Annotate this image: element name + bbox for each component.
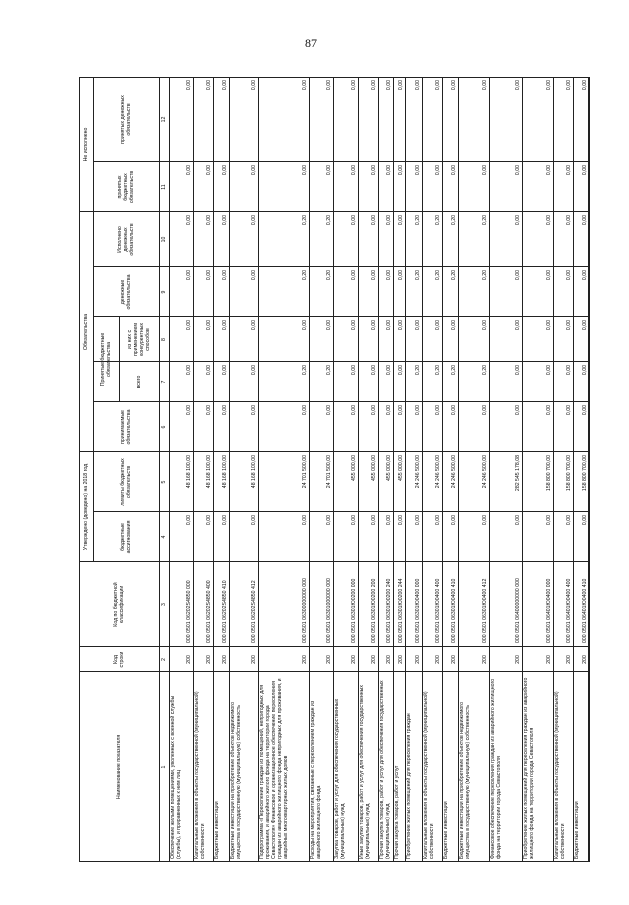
row-value: 0,00	[350, 320, 357, 331]
row-value: 0,00	[482, 80, 488, 91]
row-value: 0,00	[206, 365, 213, 376]
row-budget-code: 000 0501 06301Ю0200 244	[397, 578, 404, 643]
row-value: 0,00	[546, 320, 553, 331]
row-value: 0,00	[582, 270, 588, 281]
row-value: 455 000,00	[397, 455, 404, 481]
row-value: 0,00	[515, 270, 522, 281]
row-value: 24 701 500,00	[302, 455, 308, 489]
grid-line	[93, 266, 589, 267]
row-value: 0,00	[186, 405, 193, 416]
row-line-code: 200	[515, 655, 522, 664]
row-value: 0,00	[582, 165, 588, 176]
row-value: 0,00	[370, 515, 377, 526]
row-value: 282 545 178,08	[515, 455, 522, 492]
grid-line	[79, 211, 589, 212]
row-value: 0,00	[222, 320, 228, 331]
row-value: 0,00	[546, 270, 553, 281]
header-competitive: из них с применением конкурентных способов	[127, 322, 151, 357]
column-number: 11	[161, 184, 167, 190]
grid-line	[93, 511, 589, 512]
row-value: 0,00	[582, 515, 588, 526]
row-name: Капитальные вложения в объекты государственной (муниципальной) собственности	[554, 691, 567, 859]
column-number: 7	[161, 380, 167, 384]
row-value: 0,00	[370, 405, 377, 416]
row-value: 0,00	[482, 320, 488, 331]
column-number: 2	[161, 658, 167, 661]
row-value: 0,00	[206, 80, 213, 91]
row-budget-code: 000 0501 06301Ю0400 412	[482, 578, 488, 643]
row-value: 0,20	[435, 365, 442, 376]
row-value: 0,00	[450, 515, 457, 526]
row-value: 0,00	[222, 80, 228, 91]
row-value: 0,00	[386, 365, 393, 376]
row-line-code: 200	[482, 655, 488, 664]
header-total: всего	[136, 375, 142, 389]
header-budget-code: Код по бюджетной классификации	[113, 582, 125, 627]
row-value: 0,00	[250, 365, 257, 376]
row-value: 0,00	[582, 80, 588, 91]
column-number: 5	[161, 480, 167, 484]
row-value: 0,00	[450, 165, 457, 176]
row-value: 0,20	[415, 270, 422, 281]
column-number: 1	[161, 765, 167, 769]
row-value: 0,00	[435, 320, 442, 331]
row-value: 0,00	[435, 515, 442, 526]
row-value: 0,00	[515, 80, 522, 91]
row-line-code: 200	[435, 655, 442, 664]
row-name: Финансовое обеспечение переселения граждан из аварийного жилищного фонда на территории города Севастополя	[490, 678, 502, 859]
header-monetary: денежные обязательства	[120, 274, 132, 310]
row-budget-code: 000 0501 06401Ю0400 400	[566, 578, 573, 643]
row-name: Приобретение жилых помещений для переселения граждан из аварийного жилищного фонда на территории города Севастополя	[523, 677, 536, 859]
row-value: 0,20	[482, 215, 488, 226]
row-value: 0,00	[222, 270, 228, 281]
row-value: 0,00	[302, 405, 308, 416]
row-value: 0,20	[302, 270, 308, 281]
row-value: 0,00	[450, 320, 457, 331]
row-name: Приобретение жилых помещений для переселения граждан	[405, 713, 412, 859]
header-accepted-budget-group: Принятые бюджетные обязательства	[100, 332, 112, 387]
row-line-code: 200	[415, 655, 422, 664]
row-line-code: 200	[582, 655, 588, 664]
row-name: Иные закупки товаров, работ и услуг для обеспечения государственных (муниципальных) нужд	[358, 685, 371, 859]
row-value: 0,00	[397, 215, 404, 226]
row-name: Капитальные вложения в объекты государственной (муниципальной) собственности	[423, 691, 436, 859]
row-value: 0,00	[222, 165, 228, 176]
grid-line	[79, 561, 589, 562]
row-name: Бюджетные инвестиции	[214, 801, 221, 859]
grid-line	[93, 401, 589, 402]
row-value: 0,00	[397, 515, 404, 526]
grid-line	[169, 77, 170, 862]
row-value: 455 000,00	[370, 455, 377, 481]
row-value: 48 168 100,00	[186, 455, 193, 489]
row-value: 0,00	[370, 165, 377, 176]
row-value: 0,00	[515, 405, 522, 416]
row-name: Обеспечение жилыми помещениями, уволенных с военной службы (службы), и приравненных к ним лиц	[170, 695, 182, 859]
header-line-code: Код строки	[113, 651, 125, 668]
row-value: 0,00	[397, 320, 404, 331]
row-value: 0,00	[386, 80, 393, 91]
row-value: 0,00	[415, 515, 422, 526]
row-line-code: 200	[222, 655, 228, 664]
row-value: 0,00	[515, 365, 522, 376]
row-value: 0,00	[582, 320, 588, 331]
row-value: 455 000,00	[386, 455, 393, 481]
column-number: 4	[161, 535, 167, 539]
column-number: 3	[161, 603, 167, 606]
grid-line	[79, 646, 589, 647]
row-name: Расходы на мероприятия, связанные с переселением граждан из аварийного жилищного фонда	[310, 700, 322, 859]
row-value: 0,00	[435, 405, 442, 416]
row-line-code: 200	[566, 655, 573, 664]
row-value: 0,00	[482, 165, 488, 176]
row-value: 0,20	[302, 365, 308, 376]
row-value: 0,00	[386, 515, 393, 526]
row-value: 0,00	[566, 215, 573, 226]
row-value: 24 246 500,00	[450, 455, 457, 489]
row-value: 0,00	[186, 80, 193, 91]
grid-line	[119, 361, 589, 362]
row-name: Капитальные вложения в объекты государственной (муниципальной) собственности	[194, 691, 207, 859]
row-value: 0,20	[415, 365, 422, 376]
row-value: 0,00	[250, 405, 257, 416]
row-value: 0,00	[222, 405, 228, 416]
row-value: 24 246 500,00	[415, 455, 422, 489]
row-value: 0,20	[450, 270, 457, 281]
row-value: 0,00	[450, 405, 457, 416]
row-value: 0,20	[435, 270, 442, 281]
header-name: Наименование показателя	[116, 734, 122, 800]
row-value: 0,00	[415, 165, 422, 176]
row-value: 158 800 700,00	[582, 455, 588, 492]
row-value: 0,00	[397, 365, 404, 376]
row-value: 0,00	[206, 165, 213, 176]
row-budget-code: 000 0501 06300000000 000	[302, 578, 308, 643]
row-value: 0,00	[186, 320, 193, 331]
row-budget-code: 000 0501 06301000000 000	[326, 578, 333, 643]
header-budget-limits: лимиты бюджетных обязательств	[120, 458, 132, 506]
row-value: 0,00	[250, 80, 257, 91]
row-line-code: 200	[250, 655, 257, 664]
row-budget-code: 000 0501 06401Ю0400 000	[546, 578, 553, 643]
row-budget-code: 000 0501 06301Ю0200 200	[370, 578, 377, 643]
row-value: 0,00	[186, 515, 193, 526]
row-budget-code: 000 0501 06202S4850 412	[250, 580, 257, 643]
row-value: 0,00	[206, 515, 213, 526]
row-value: 0,00	[302, 80, 308, 91]
row-budget-code: 000 0501 06301Ю0400 000	[415, 578, 422, 643]
row-value: 0,00	[370, 215, 377, 226]
row-budget-code: 000 0501 06301Ю0400 410	[450, 578, 457, 643]
row-value: 0,00	[186, 215, 193, 226]
row-value: 0,00	[250, 515, 257, 526]
row-value: 0,00	[515, 215, 522, 226]
row-value: 0,00	[435, 80, 442, 91]
header-approved-group: Утверждено (доведено) на 2018 год	[83, 463, 89, 551]
row-value: 0,00	[350, 405, 357, 416]
grid-line	[79, 671, 589, 672]
row-value: 0,00	[370, 320, 377, 331]
row-budget-code: 000 0501 06401Ю0400 410	[582, 578, 588, 643]
row-value: 0,00	[546, 365, 553, 376]
header-not-executed-group: Не исполнено	[83, 127, 89, 162]
row-value: 158 800 700,00	[546, 455, 553, 492]
row-value: 0,00	[206, 215, 213, 226]
row-value: 0,00	[370, 270, 377, 281]
row-value: 24 246 500,00	[482, 455, 488, 489]
row-value: 0,00	[397, 165, 404, 176]
row-value: 0,00	[386, 405, 393, 416]
row-value: 0,00	[415, 320, 422, 331]
row-value: 0,20	[482, 365, 488, 376]
row-value: 48 168 100,00	[250, 455, 257, 489]
row-value: 48 168 100,00	[206, 455, 213, 489]
grid-line	[93, 161, 589, 162]
row-name: Закупка товаров, работ и услуг для обеспечения государственных (муниципальных) нужд	[334, 698, 347, 859]
row-value: 0,20	[435, 215, 442, 226]
budget-table	[79, 77, 589, 862]
row-line-code: 200	[546, 655, 553, 664]
header-accepted-monetary-obl: принятых денежных обязательств	[120, 95, 132, 144]
row-value: 0,00	[350, 80, 357, 91]
row-value: 0,00	[582, 405, 588, 416]
row-value: 0,00	[415, 405, 422, 416]
row-value: 455 000,00	[350, 455, 357, 481]
row-value: 0,00	[326, 515, 333, 526]
row-value: 0,00	[350, 165, 357, 176]
row-value: 0,00	[186, 270, 193, 281]
row-value: 0,00	[302, 515, 308, 526]
row-value: 0,00	[397, 80, 404, 91]
row-value: 0,00	[546, 515, 553, 526]
row-value: 24 701 500,00	[326, 455, 333, 489]
row-budget-code: 000 0501 06400000000 000	[515, 578, 522, 643]
row-value: 0,00	[397, 270, 404, 281]
column-number: 9	[161, 290, 167, 294]
row-line-code: 200	[206, 655, 213, 664]
row-budget-code: 000 0501 06301Ю0200 000	[350, 578, 357, 643]
row-value: 158 800 700,00	[566, 455, 573, 492]
row-budget-code: 000 0501 06301Ю0400 400	[435, 578, 442, 643]
grid-line	[93, 316, 589, 317]
header-executed: Исполнено денежных обязательств	[117, 223, 135, 256]
row-line-code: 200	[350, 655, 357, 664]
row-value: 0,00	[450, 80, 457, 91]
row-value: 0,20	[326, 365, 333, 376]
row-value: 0,20	[326, 215, 333, 226]
row-value: 0,20	[450, 215, 457, 226]
row-value: 0,00	[222, 515, 228, 526]
row-name: Бюджетные инвестиции на приобретение объектов недвижимого имущества в государственную (муниципальную) собственность	[230, 702, 242, 859]
column-number: 8	[161, 338, 167, 341]
row-value: 0,00	[566, 515, 573, 526]
row-value: 0,00	[222, 215, 228, 226]
page-number: 87	[305, 36, 317, 50]
row-value: 0,00	[482, 515, 488, 526]
row-value: 0,00	[350, 270, 357, 281]
grid-line	[119, 317, 120, 402]
row-value: 0,00	[515, 515, 522, 526]
column-number: 10	[161, 236, 167, 243]
row-value: 0,20	[326, 270, 333, 281]
row-value: 0,00	[350, 215, 357, 226]
row-value: 0,00	[566, 165, 573, 176]
row-line-code: 200	[370, 655, 377, 664]
grid-line	[159, 77, 160, 862]
row-line-code: 200	[386, 655, 393, 664]
row-value: 0,00	[250, 270, 257, 281]
row-value: 0,00	[326, 405, 333, 416]
row-value: 0,00	[415, 80, 422, 91]
row-value: 0,00	[370, 365, 377, 376]
row-name: Бюджетные инвестиции на приобретение объектов недвижимого имущества в государственную (муниципальную) собственность	[458, 702, 471, 859]
column-number: 12	[161, 116, 167, 123]
row-line-code: 200	[450, 655, 457, 664]
row-value: 0,00	[546, 405, 553, 416]
row-line-code: 200	[397, 655, 404, 664]
row-name: Подпрограмма «Переселение граждан из помещений, непригодных для проживания, и аварийного жилого фонда на территории города Севастополя» Финансовое и организационное обеспечение переселения граждан из аварийного жилищного фонда непригодных для проживания, и аварийных многоквартирных жилых домов	[258, 678, 289, 859]
row-budget-code: 000 0501 06202S4850 000	[186, 580, 193, 643]
row-value: 24 246 500,00	[435, 455, 442, 489]
row-name: Бюджетные инвестиции	[574, 801, 581, 859]
row-value: 0,00	[546, 165, 553, 176]
row-line-code: 200	[326, 655, 333, 664]
row-value: 0,00	[386, 320, 393, 331]
row-value: 0,00	[250, 165, 257, 176]
row-value: 0,00	[566, 405, 573, 416]
row-value: 0,00	[386, 270, 393, 281]
grid-line	[79, 451, 589, 452]
row-value: 0,00	[435, 165, 442, 176]
row-value: 0,00	[302, 320, 308, 331]
header-budget-assignments: бюджетные ассигнования	[120, 520, 132, 554]
row-value: 0,00	[546, 80, 553, 91]
row-value: 0,20	[450, 365, 457, 376]
row-value: 0,00	[222, 365, 228, 376]
grid-line	[93, 77, 94, 562]
row-value: 0,00	[566, 80, 573, 91]
row-value: 0,00	[482, 405, 488, 416]
row-value: 0,00	[546, 215, 553, 226]
grid-line	[589, 77, 590, 862]
row-budget-code: 000 0501 06301Ю0200 240	[386, 578, 393, 643]
row-value: 0,00	[582, 365, 588, 376]
row-line-code: 200	[302, 655, 308, 664]
row-value: 0,20	[302, 215, 308, 226]
row-value: 0,00	[566, 270, 573, 281]
row-value: 0,00	[370, 80, 377, 91]
column-number: 6	[161, 425, 167, 429]
row-value: 0,00	[206, 270, 213, 281]
row-budget-code: 000 0501 06202S4850 400	[206, 580, 213, 643]
header-accepted-budget-obl: принятых бюджетных обязательств	[117, 170, 135, 204]
row-value: 0,00	[350, 515, 357, 526]
row-value: 0,00	[186, 365, 193, 376]
row-value: 0,00	[582, 215, 588, 226]
row-name: Прочая закупка товаров, работ и услуг для обеспечения государственных (муниципальных) нужд	[378, 680, 391, 859]
row-value: 0,00	[386, 215, 393, 226]
row-value: 0,00	[515, 165, 522, 176]
row-value: 0,00	[250, 215, 257, 226]
row-value: 0,00	[206, 320, 213, 331]
row-value: 0,00	[326, 165, 333, 176]
row-value: 48 168 100,00	[222, 455, 228, 489]
row-value: 0,00	[186, 165, 193, 176]
row-value: 0,20	[482, 270, 488, 281]
row-value: 0,00	[206, 405, 213, 416]
row-name: Прочая закупка товаров, работ и услуг	[394, 765, 401, 859]
row-value: 0,00	[397, 405, 404, 416]
row-value: 0,00	[326, 320, 333, 331]
header-obligations-group: Обязательства	[83, 313, 89, 351]
row-value: 0,20	[415, 215, 422, 226]
row-budget-code: 000 0501 06202S4850 410	[222, 580, 228, 643]
row-value: 0,00	[566, 365, 573, 376]
row-line-code: 200	[186, 655, 193, 664]
row-name: Бюджетные инвестиции	[443, 801, 450, 859]
row-value: 0,00	[250, 320, 257, 331]
row-value: 0,00	[326, 80, 333, 91]
row-value: 0,00	[302, 165, 308, 176]
row-value: 0,00	[386, 165, 393, 176]
header-accepted-obligations: принимаемые обязательства	[120, 409, 132, 445]
row-value: 0,00	[515, 320, 522, 331]
row-value: 0,00	[566, 320, 573, 331]
row-value: 0,00	[350, 365, 357, 376]
